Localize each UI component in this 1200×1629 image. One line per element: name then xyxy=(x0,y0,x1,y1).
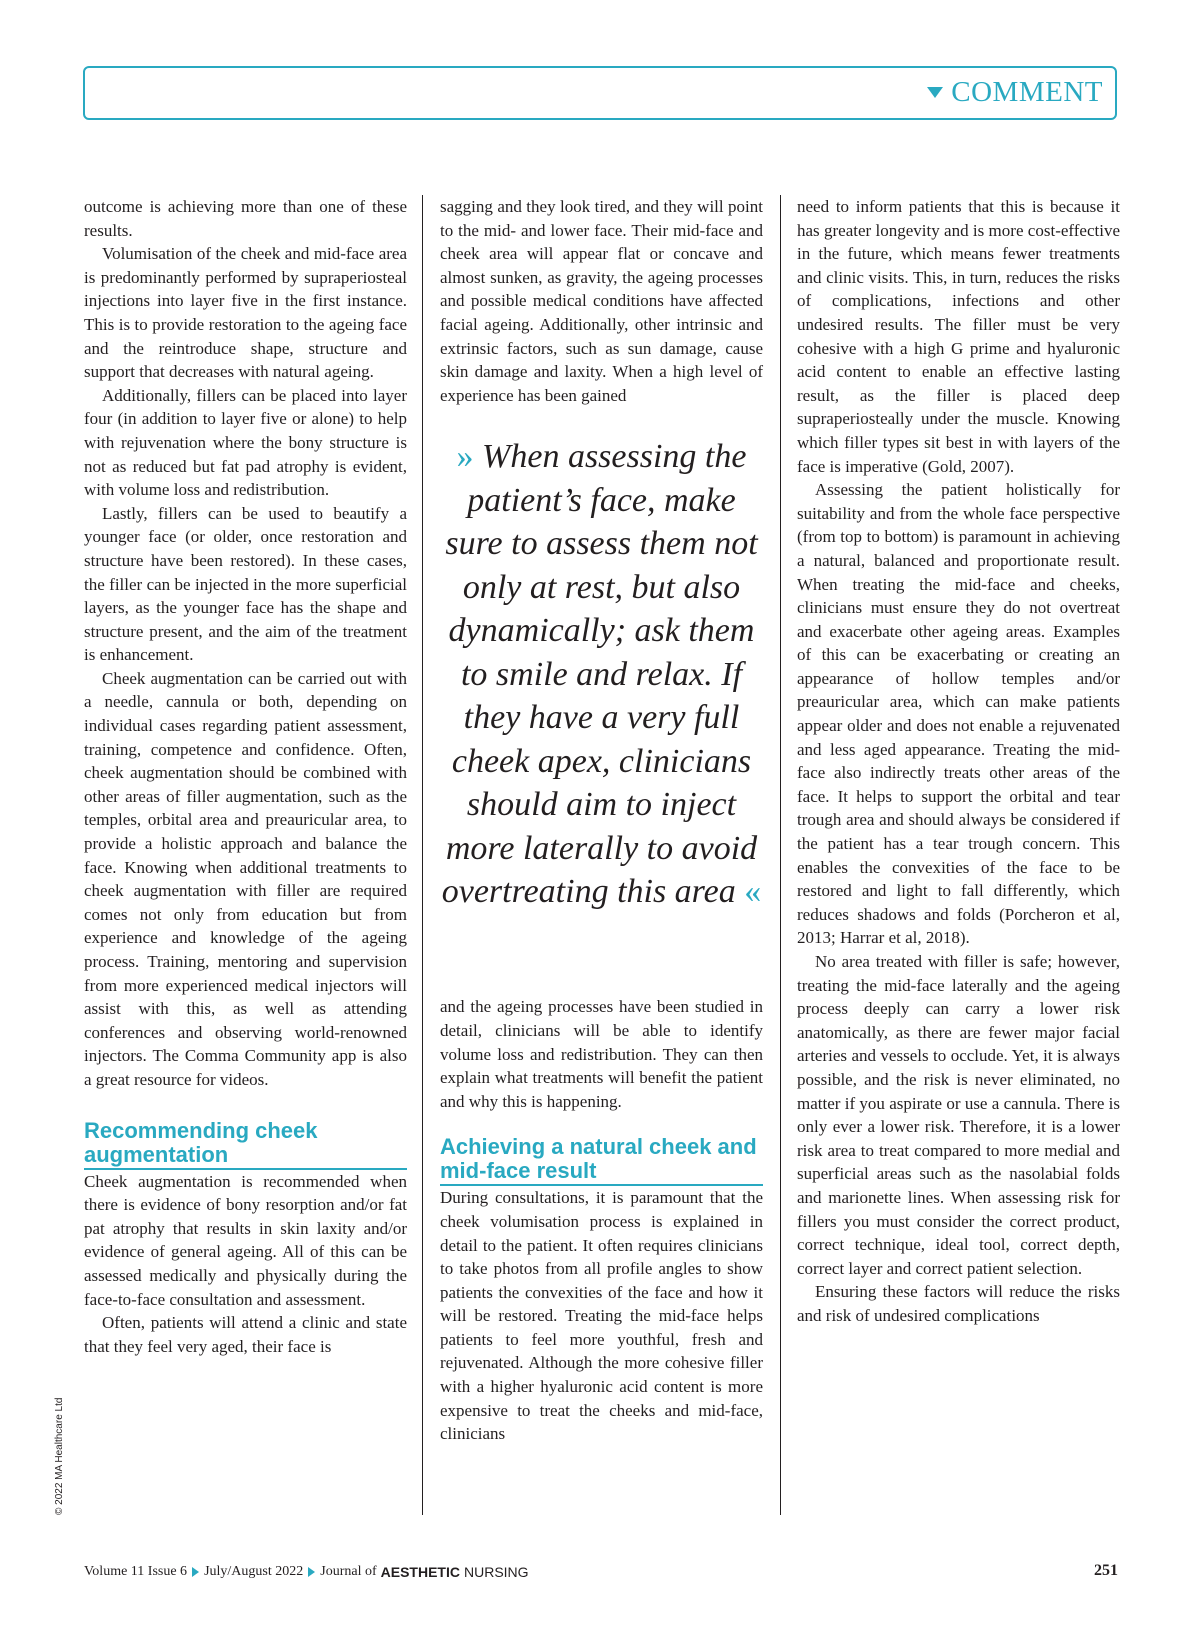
paragraph: and the ageing processes have been studied in detail, clinicians will be able to identify volume loss and redistribution. They can then explain what treatments will benefit the patient and why this is happening. xyxy=(440,997,763,1111)
subheading-recommending: Recommending cheek augmentation xyxy=(84,1119,407,1170)
copyright-sidenote: © 2022 MA Healthcare Ltd xyxy=(54,1397,65,1515)
column-rule-1 xyxy=(422,195,423,1515)
paragraph: Volumisation of the cheek and mid-face area is predominantly performed by supraperiosteal injections into layer five in the first instance. This is to provide restoration to the ageing face and the reintroduce shape, structure and support that decreases with natural ageing. xyxy=(84,244,407,382)
paragraph: Cheek augmentation is recommended when there is evidence of bony resorption and/or fat pat atrophy that results in skin laxity and/or evidence of general ageing. All of this can be assessed medically and physically during the face-to-face consultation and assessment. xyxy=(84,1171,407,1309)
footer-journal-bold: AESTHETIC xyxy=(380,1564,460,1580)
paragraph: Additionally, fillers can be placed into layer four (in addition to layer five or alone) to help with rejuvenation where the bony structure is not as reduced but fat pad atrophy is evident, with volume loss and redistribution. xyxy=(84,385,407,500)
paragraph: outcome is achieving more than one of these results. xyxy=(84,197,407,240)
triangle-down-icon xyxy=(927,87,943,98)
paragraph: No area treated with filler is safe; however, treating the mid-face laterally and the ageing process deeply can carry a lower risk anatomically, as there are fewer major facial arteries and vessels to occlude. Yet, it is always possible, and the risk is never eliminated, no matter if you aspirate or use a cannula. There is only ever a lower risk. Therefore, it is a lower risk area to treat compared to more medial and superficial areas such as the nasolabial folds and marionette lines. When assessing risk for fillers you must consider the correct product, correct technique, ideal tool, correct depth, correct layer and correct patient selection. xyxy=(797,952,1120,1278)
pull-quote-text: When assessing the patient’s face, make sure to assess them not only at rest, but also dynamically; ask them to smile and relax. If they have a very full cheek apex, clinicians should aim to inject more laterally to avoid overtreating this area xyxy=(441,438,758,911)
triangle-right-icon xyxy=(308,1567,315,1577)
paragraph: need to inform patients that this is because it has greater longevity and is more cost-effective in the future, which means fewer treatments and clinic visits. This, in turn, reduces the risks of complications, infections and other undesired results. The filler must be very cohesive with a high G prime and hyaluronic acid content to enable an effective lasting result, as the filler is placed deep supraperiosteally under the muscle. Knowing which filler types sit best in with layers of the face is imperative (Gold, 2007). xyxy=(797,197,1120,476)
column-rule-2 xyxy=(780,195,781,1515)
footer xyxy=(84,1564,529,1580)
triangle-right-icon xyxy=(192,1567,199,1577)
paragraph: Often, patients will attend a clinic and state that they feel very aged, their face is xyxy=(84,1313,407,1356)
column-3 xyxy=(797,195,1120,1328)
footer-journal-prefix: Journal of xyxy=(320,1564,377,1579)
column-2 xyxy=(440,195,763,1446)
pull-quote xyxy=(440,435,763,995)
subheading-achieving: Achieving a natural cheek and mid-face result xyxy=(440,1135,763,1186)
paragraph: Cheek augmentation can be carried out with a needle, cannula or both, depending on individual cases regarding patient assessment, training, competence and confidence. Often, cheek augmentation should be combined with other areas of filler augmentation, such as the temples, orbital area and preauricular area, to provide a holistic approach and balance the face. Knowing when additional treatments to cheek augmentation with filler are required comes not only from education but from experience and knowledge of the ageing process. Training, mentoring and supervision from more experienced medical injectors will assist with this, as well as attending conferences and observing world-renowned injectors. The Comma Community app is also a great resource for videos. xyxy=(84,668,407,1089)
footer-date: July/August 2022 xyxy=(204,1564,304,1579)
footer-journal-rest: NURSING xyxy=(463,1564,529,1580)
column-1 xyxy=(84,195,407,1358)
paragraph: Assessing the patient holistically for suitability and from the whole face perspective (from top to bottom) is paramount in achieving a natural, balanced and proportionate result. When treating the mid-face and cheeks, clinicians must ensure they do not overtreat and exacerbate other ageing areas. Examples of this can be exacerbating or creating an appearance of hollow temples and/or preauricular area, which can make patients appear older and does not enable a rejuvenated and less aged appearance. Treating the mid-face also indirectly treats other areas of the face. It helps to support the orbital and tear trough area and should always be considered if the patient has a tear trough concern. This enables the convexities of the face to be restored and light to fall differently, which reduces shadows and folds (Porcheron et al, 2013; Harrar et al, 2018). xyxy=(797,480,1120,948)
section-title: COMMENT xyxy=(951,76,1103,108)
paragraph: During consultations, it is paramount that the cheek volumisation process is explained in detail to the patient. It often requires clinicians to take photos from all profile angles to show patients the convexities of the face and how it will be restored. Treating the mid-face helps patients to feel more youthful, fresh and rejuvenated. Although the more cohesive filler with a higher hyaluronic acid content is more expensive to treat the cheeks and mid-face, clinicians xyxy=(440,1188,763,1444)
footer-volume: Volume 11 Issue 6 xyxy=(84,1564,188,1579)
paragraph: Ensuring these factors will reduce the risks and risk of undesired complications xyxy=(797,1282,1120,1325)
header-box xyxy=(83,66,1117,120)
open-quote-mark: » xyxy=(456,438,474,476)
close-quote-mark: « xyxy=(744,873,762,911)
paragraph: sagging and they look tired, and they will point to the mid- and lower face. Their mid-face and cheek area will appear flat or concave and almost sunken, as gravity, the ageing processes and possible medical conditions have affected facial ageing. Additionally, other intrinsic and extrinsic factors, such as sun damage, cause skin damage and laxity. When a high level of experience has been gained xyxy=(440,197,763,405)
section-label xyxy=(927,76,1103,109)
paragraph: Lastly, fillers can be used to beautify a younger face (or older, once restoration and structure have been restored). In these cases, the filler can be injected in the more superficial layers, as the younger face has the shape and structure present, and the aim of the treatment is enhancement. xyxy=(84,503,407,665)
page-number: 251 xyxy=(1094,1562,1118,1579)
